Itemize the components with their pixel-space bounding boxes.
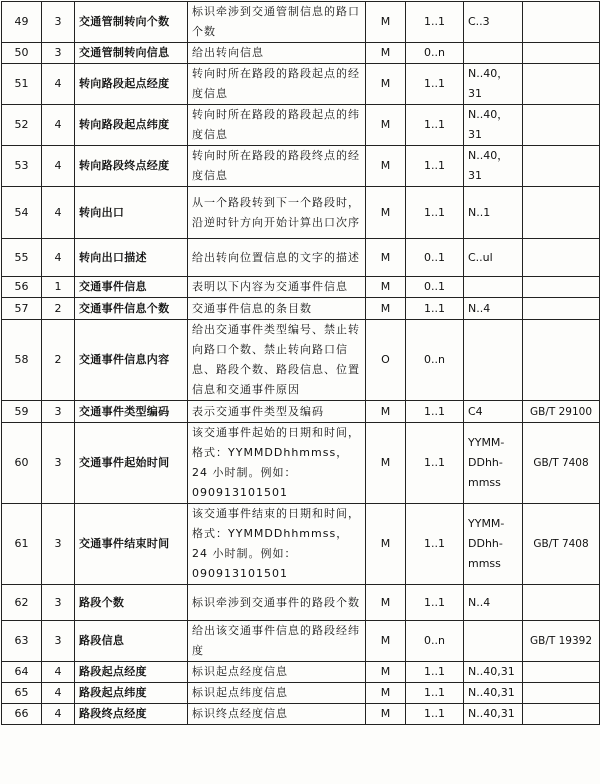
table-row (2, 298, 600, 320)
row-description: 转向时所在路段的路段起点的纬度信息 (188, 105, 366, 146)
row-standard (523, 277, 600, 298)
row-standard (523, 585, 600, 621)
table-row (2, 662, 600, 683)
row-level: 4 (42, 662, 75, 683)
row-type: N..4 (464, 298, 523, 320)
row-range: 1..1 (406, 401, 464, 423)
row-number: 60 (2, 423, 42, 504)
row-name: 交通管制转向信息 (75, 43, 188, 64)
row-number: 58 (2, 320, 42, 401)
row-number: 52 (2, 105, 42, 146)
row-mandatory: M (366, 401, 406, 423)
row-number: 62 (2, 585, 42, 621)
row-mandatory: M (366, 146, 406, 187)
row-standard (523, 298, 600, 320)
row-mandatory: M (366, 277, 406, 298)
row-description: 标识牵涉到交通管制信息的路口个数 (188, 2, 366, 43)
row-name: 交通管制转向个数 (75, 2, 188, 43)
row-description: 标识起点纬度信息 (188, 683, 366, 704)
table-row (2, 621, 600, 662)
row-description: 从一个路段转到下一个路段时，沿逆时针方向开始计算出口次序 (188, 187, 366, 239)
row-description: 交通事件信息的条目数 (188, 298, 366, 320)
row-number: 57 (2, 298, 42, 320)
row-type (464, 621, 523, 662)
row-name: 交通事件信息个数 (75, 298, 188, 320)
row-level: 3 (42, 2, 75, 43)
row-type: N..40，31 (464, 64, 523, 105)
row-range: 1..1 (406, 423, 464, 504)
row-description: 转向时所在路段的路段终点的经度信息 (188, 146, 366, 187)
table-row (2, 401, 600, 423)
row-name: 转向路段起点纬度 (75, 105, 188, 146)
row-mandatory: M (366, 2, 406, 43)
row-type: C..ul (464, 239, 523, 277)
row-level: 2 (42, 320, 75, 401)
row-mandatory: M (366, 64, 406, 105)
table-row (2, 504, 600, 585)
table-row (2, 146, 600, 187)
row-range: 1..1 (406, 146, 464, 187)
row-mandatory: O (366, 320, 406, 401)
row-number: 61 (2, 504, 42, 585)
row-name: 转向出口 (75, 187, 188, 239)
row-name: 交通事件信息 (75, 277, 188, 298)
row-level: 4 (42, 704, 75, 725)
row-standard: GB/T 19392 (523, 621, 600, 662)
row-description: 该交通事件起始的日期和时间，格式：YYMMDDhhmmss，24 小时制。例如：090913101501 (188, 423, 366, 504)
row-mandatory: M (366, 105, 406, 146)
row-level: 4 (42, 64, 75, 105)
row-type (464, 43, 523, 64)
row-range: 1..1 (406, 187, 464, 239)
table-row (2, 239, 600, 277)
row-range: 1..1 (406, 504, 464, 585)
row-name: 转向路段起点经度 (75, 64, 188, 105)
row-range: 0..n (406, 621, 464, 662)
row-description: 标识牵涉到交通事件的路段个数 (188, 585, 366, 621)
row-number: 55 (2, 239, 42, 277)
row-range: 0..n (406, 320, 464, 401)
row-range: 1..1 (406, 298, 464, 320)
row-name: 转向路段终点经度 (75, 146, 188, 187)
row-number: 53 (2, 146, 42, 187)
row-type: YYMM-DDhh-mmss (464, 504, 523, 585)
table-row (2, 585, 600, 621)
row-mandatory: M (366, 621, 406, 662)
row-range: 1..1 (406, 2, 464, 43)
row-standard (523, 683, 600, 704)
table-row (2, 64, 600, 105)
row-mandatory: M (366, 504, 406, 585)
row-number: 65 (2, 683, 42, 704)
row-level: 3 (42, 585, 75, 621)
table-row (2, 320, 600, 401)
row-number: 49 (2, 2, 42, 43)
row-name: 路段起点经度 (75, 662, 188, 683)
row-name: 交通事件类型编码 (75, 401, 188, 423)
row-standard (523, 662, 600, 683)
row-number: 54 (2, 187, 42, 239)
row-level: 3 (42, 401, 75, 423)
row-level: 4 (42, 105, 75, 146)
table-body (2, 2, 600, 725)
row-type: C4 (464, 401, 523, 423)
row-mandatory: M (366, 423, 406, 504)
row-standard (523, 64, 600, 105)
row-name: 交通事件起始时间 (75, 423, 188, 504)
row-description: 转向时所在路段的路段起点的经度信息 (188, 64, 366, 105)
row-standard: GB/T 29100 (523, 401, 600, 423)
row-name: 路段终点经度 (75, 704, 188, 725)
table-row (2, 277, 600, 298)
row-range: 1..1 (406, 704, 464, 725)
row-type: YYMM-DDhh-mmss (464, 423, 523, 504)
row-standard (523, 2, 600, 43)
row-mandatory: M (366, 298, 406, 320)
row-name: 路段起点纬度 (75, 683, 188, 704)
row-level: 3 (42, 423, 75, 504)
row-level: 2 (42, 298, 75, 320)
row-level: 3 (42, 43, 75, 64)
row-type: N..40，31 (464, 146, 523, 187)
row-number: 64 (2, 662, 42, 683)
row-mandatory: M (366, 239, 406, 277)
row-name: 路段信息 (75, 621, 188, 662)
row-type: N..40，31 (464, 105, 523, 146)
row-standard: GB/T 7408 (523, 504, 600, 585)
row-name: 转向出口描述 (75, 239, 188, 277)
row-mandatory: M (366, 683, 406, 704)
row-level: 3 (42, 621, 75, 662)
row-description: 标识终点经度信息 (188, 704, 366, 725)
row-number: 56 (2, 277, 42, 298)
row-standard: GB/T 7408 (523, 423, 600, 504)
row-type: N..40,31 (464, 662, 523, 683)
row-level: 4 (42, 683, 75, 704)
row-name: 路段个数 (75, 585, 188, 621)
row-range: 1..1 (406, 585, 464, 621)
row-range: 1..1 (406, 105, 464, 146)
row-standard (523, 187, 600, 239)
row-description: 给出交通事件类型编号、禁止转向路口个数、禁止转向路口信息、路段个数、路段信息、位置信息和交通事件原因 (188, 320, 366, 401)
row-standard (523, 704, 600, 725)
row-type: N..40,31 (464, 683, 523, 704)
row-number: 66 (2, 704, 42, 725)
row-mandatory: M (366, 662, 406, 683)
table-row (2, 2, 600, 43)
table-row (2, 683, 600, 704)
row-description: 表明以下内容为交通事件信息 (188, 277, 366, 298)
data-element-table (1, 1, 600, 725)
row-mandatory: M (366, 43, 406, 64)
row-standard (523, 239, 600, 277)
row-type: N..1 (464, 187, 523, 239)
row-range: 0..1 (406, 277, 464, 298)
row-type (464, 320, 523, 401)
row-level: 3 (42, 504, 75, 585)
table-row (2, 187, 600, 239)
row-number: 51 (2, 64, 42, 105)
row-type: N..40,31 (464, 704, 523, 725)
row-name: 交通事件结束时间 (75, 504, 188, 585)
row-standard (523, 43, 600, 64)
row-standard (523, 320, 600, 401)
row-name: 交通事件信息内容 (75, 320, 188, 401)
row-type: C..3 (464, 2, 523, 43)
row-number: 63 (2, 621, 42, 662)
row-description: 表示交通事件类型及编码 (188, 401, 366, 423)
row-range: 1..1 (406, 683, 464, 704)
row-description: 给出转向位置信息的文字的描述 (188, 239, 366, 277)
row-standard (523, 146, 600, 187)
row-mandatory: M (366, 187, 406, 239)
row-level: 4 (42, 146, 75, 187)
table-row (2, 105, 600, 146)
row-mandatory: M (366, 585, 406, 621)
row-standard (523, 105, 600, 146)
row-level: 4 (42, 187, 75, 239)
row-description: 给出该交通事件信息的路段经纬度 (188, 621, 366, 662)
row-number: 50 (2, 43, 42, 64)
row-description: 给出转向信息 (188, 43, 366, 64)
row-level: 4 (42, 239, 75, 277)
row-range: 1..1 (406, 662, 464, 683)
row-range: 0..n (406, 43, 464, 64)
row-description: 标识起点经度信息 (188, 662, 366, 683)
row-type: N..4 (464, 585, 523, 621)
table-row (2, 43, 600, 64)
row-description: 该交通事件结束的日期和时间，格式：YYMMDDhhmmss，24 小时制。例如：090913101501 (188, 504, 366, 585)
row-range: 1..1 (406, 64, 464, 105)
row-level: 1 (42, 277, 75, 298)
row-range: 0..1 (406, 239, 464, 277)
row-number: 59 (2, 401, 42, 423)
table-row (2, 423, 600, 504)
row-mandatory: M (366, 704, 406, 725)
table-row (2, 704, 600, 725)
row-type (464, 277, 523, 298)
